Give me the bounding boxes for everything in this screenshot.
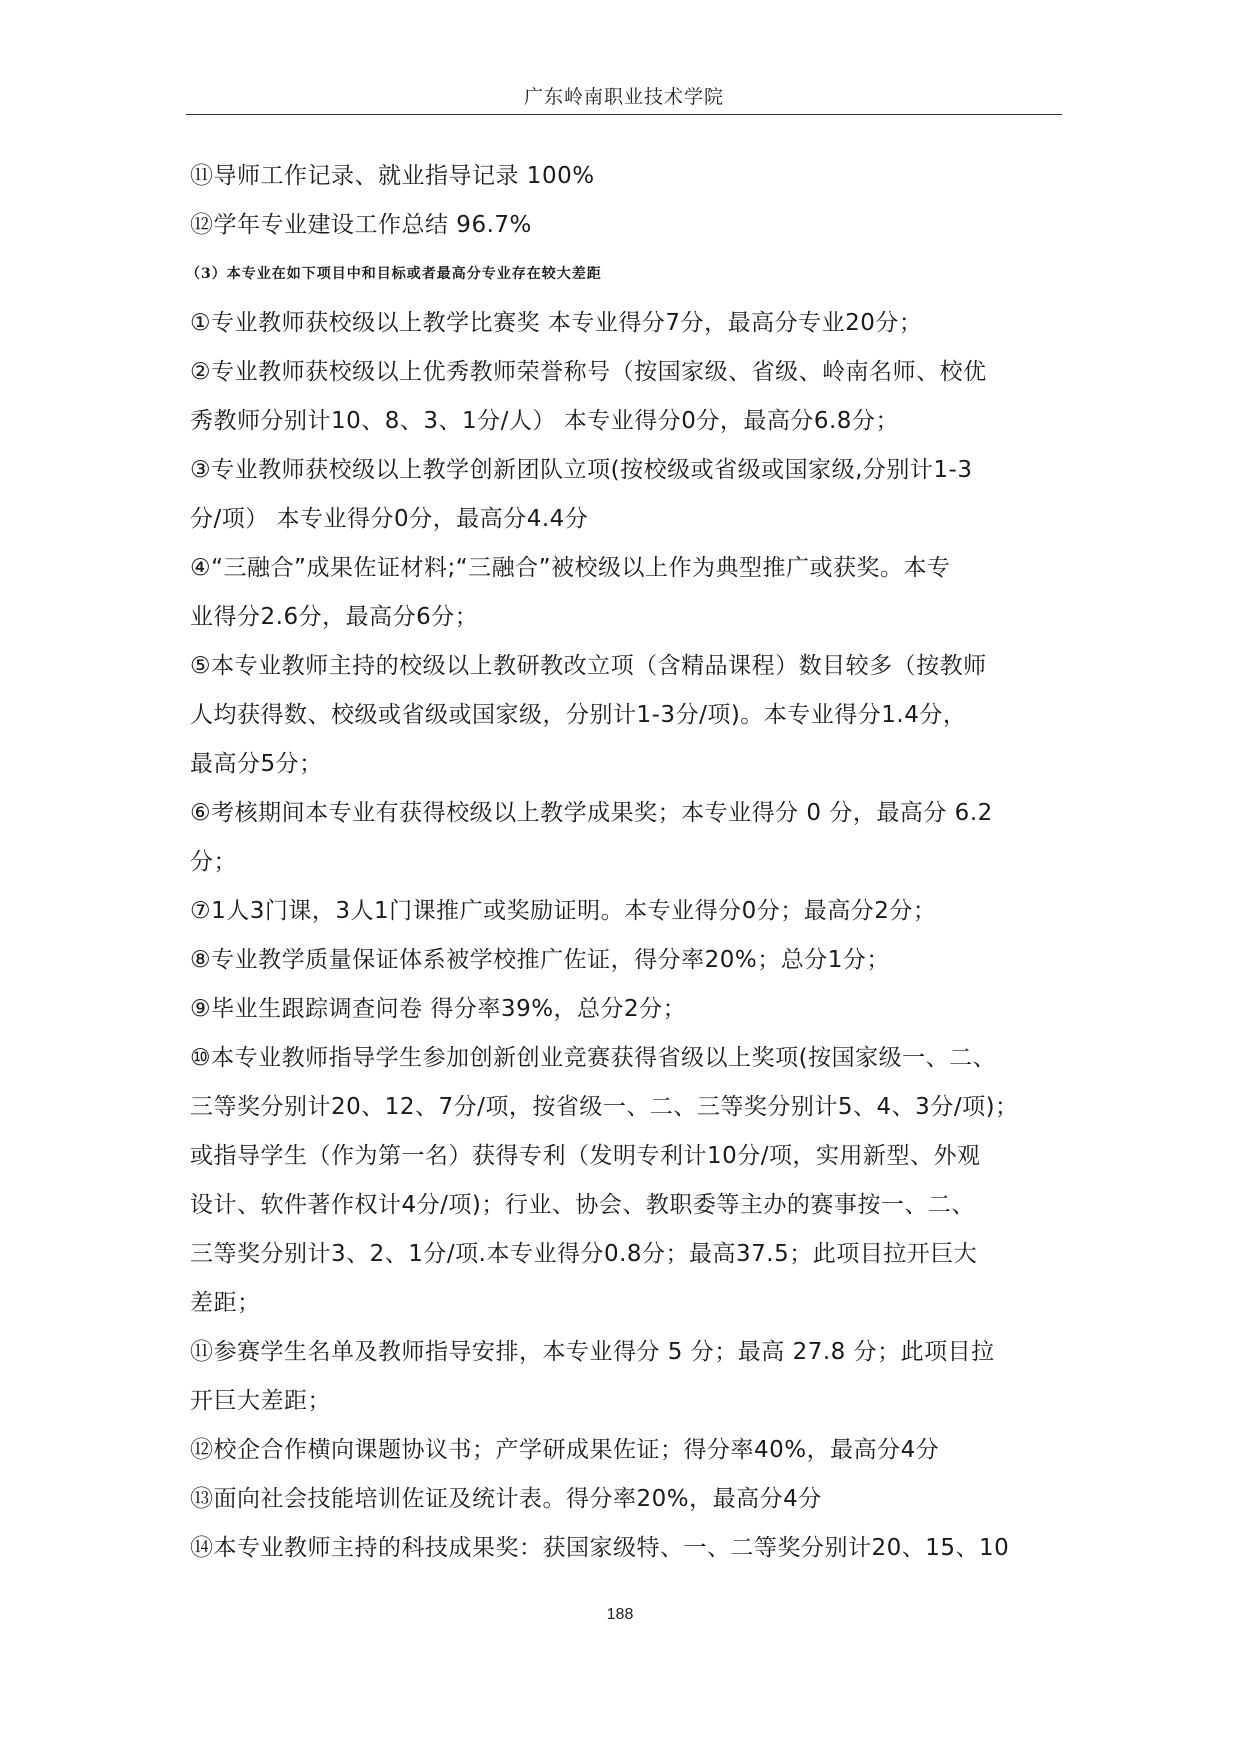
text-line: ①专业教师获校级以上教学比赛奖 本专业得分7分，最高分专业20分； bbox=[190, 310, 923, 336]
text-line: ⑪导师工作记录、就业指导记录 100% bbox=[190, 163, 595, 189]
text-line: ④“三融合”成果佐证材料;“三融合”被校级以上作为典型推广或获奖。本专 bbox=[190, 555, 951, 581]
text-line: 或指导学生（作为第一名）获得专利（发明专利计10分/项，实用新型、外观 bbox=[190, 1143, 981, 1169]
text-line: ⑬面向社会技能培训佐证及统计表。得分率20%，最高分4分 bbox=[190, 1486, 822, 1512]
text-line: 三等奖分别计20、12、7分/项，按省级一、二、三等奖分别计5、4、3分/项)； bbox=[190, 1094, 1019, 1120]
text-line: 开巨大差距； bbox=[190, 1388, 331, 1414]
text-line: ⑫学年专业建设工作总结 96.7% bbox=[190, 212, 532, 238]
text-line: 差距； bbox=[190, 1290, 261, 1316]
text-line: ⑨毕业生跟踪调查问卷 得分率39%，总分2分； bbox=[190, 996, 687, 1022]
text-line: ⑤本专业教师主持的校级以上教研教改立项（含精品课程）数目较多（按教师 bbox=[190, 653, 987, 679]
text-line: ②专业教师获校级以上优秀教师荣誉称号（按国家级、省级、岭南名师、校优 bbox=[190, 359, 987, 385]
text-line: 三等奖分别计3、2、1分/项.本专业得分0.8分；最高37.5；此项目拉开巨大 bbox=[190, 1241, 978, 1267]
text-line: ⑧专业教学质量保证体系被学校推广佐证，得分率20%；总分1分； bbox=[190, 947, 890, 973]
text-line: 最高分5分； bbox=[190, 751, 323, 777]
section-heading: （3）本专业在如下项目中和目标或者最高分专业存在较大差距 bbox=[186, 266, 602, 282]
text-line: ⑦1人3门课，3人1门课推广或奖励证明。本专业得分0分；最高分2分； bbox=[190, 898, 937, 924]
text-line: ⑩本专业教师指导学生参加创新创业竞赛获得省级以上奖项(按国家级一、二、 bbox=[190, 1045, 997, 1071]
document-body bbox=[186, 152, 1056, 1573]
header-divider bbox=[186, 114, 1062, 115]
text-line: ⑪参赛学生名单及教师指导安排，本专业得分 5 分；最高 27.8 分；此项目拉 bbox=[190, 1339, 995, 1365]
text-line: 分/项） 本专业得分0分，最高分4.4分 bbox=[190, 506, 589, 532]
text-line: 秀教师分别计10、8、3、1分/人） 本专业得分0分，最高分6.8分； bbox=[190, 408, 899, 434]
page-number: 188 bbox=[606, 1606, 634, 1623]
text-line: 业得分2.6分，最高分6分； bbox=[190, 604, 479, 630]
text-line: ⑭本专业教师主持的科技成果奖：获国家级特、一、二等奖分别计20、15、10 bbox=[190, 1535, 1010, 1561]
text-line: 人均获得数、校级或省级或国家级，分别计1-3分/项)。本专业得分1.4分， bbox=[190, 702, 967, 728]
text-line: ⑫校企合作横向课题协议书；产学研成果佐证；得分率40%，最高分4分 bbox=[190, 1437, 940, 1463]
text-line: ⑥考核期间本专业有获得校级以上教学成果奖；本专业得分 0 分，最高分 6.2 bbox=[190, 800, 993, 826]
text-line: 分； bbox=[190, 849, 237, 875]
text-line: 设计、软件著作权计4分/项)；行业、协会、教职委等主办的赛事按一、二、 bbox=[190, 1192, 975, 1218]
text-line: ③专业教师获校级以上教学创新团队立项(按校级或省级或国家级,分别计1-3 bbox=[190, 457, 973, 483]
page-header-title: 广东岭南职业技术学院 bbox=[523, 86, 724, 108]
